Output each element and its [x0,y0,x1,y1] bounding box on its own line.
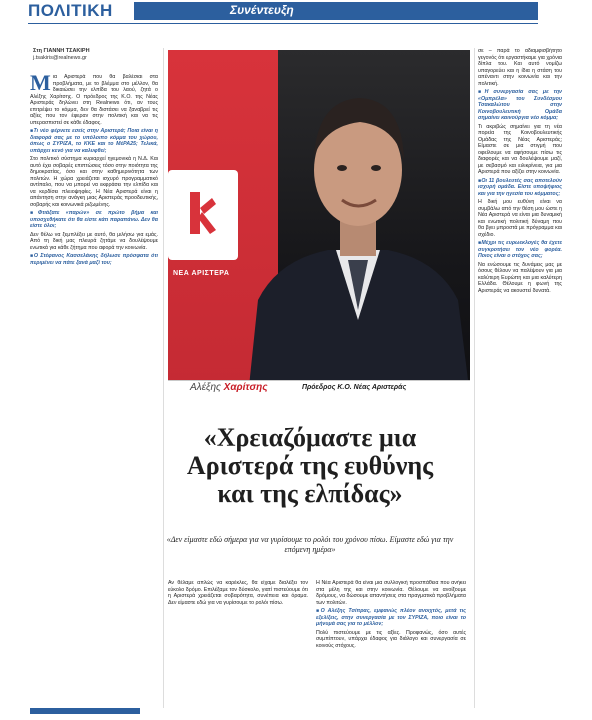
answer-3: σε – παρά το αδιαμφισβήτητο γεγονός ότι εργαστήκαμε για χρόνια δίπλα του. Και αυτό νομίζω υπαγορεύει και η ίδια η στάση του απέναντι στην κοινωνία και την πολιτική. [478,48,562,87]
question-5: ■ Οι 11 βουλευτές σας αποτελούν ισχυρή ομάδα. Είστε υποψήφιος και για την ηγεσία του κόμματος; [478,178,562,198]
headline-line-1: «Χρειαζόμαστε μια [203,423,417,452]
dropcap: Μ [30,74,51,95]
intro-paragraph: Μια Αριστερά που θα βαλέσιαι στα προβλήματα, με το βλέμμα στο μέλλον, θα δικαιώσει την ελπίδα του λαού, ζητά ο Αλέξης Χαρίτσης. Ο πρόεδρος της Κ.Ο. της Νέας Αριστεράς δηλώνει στη Realnews ότι, αν τους επιτρέψει το κόμμα, δεν θα διστάσει να ξαναβρεί τις αξίες που τον έφεραν στην πολιτική και να τις υπερασπιστεί σε κάθε έδαφος. [30,74,158,126]
article-column-right [478,48,562,708]
page-header [0,0,592,24]
answer-5: Η δική μου ευθύνη είναι να συμβάλω από την θέση μου ώστε η Νέα Αριστερά να είναι μια δυναμική και ενωτική πολιτική δύναμη που θα βγει μπροστά με πρόγραμμα και σχέδιο. [478,199,562,238]
byline [33,48,143,62]
section-bar [134,2,538,20]
byline-email: j.tsakiris@realnews.gr [33,55,87,61]
portrait-photo [168,50,470,396]
article-column-bottom-left [168,580,308,708]
portrait-figure [238,60,470,396]
byline-author: Στη ΓΙΑΝΝΗ ΤΣΑΚΙΡΗ [33,48,90,54]
header-rule [28,23,538,24]
answer-4: Τι ακριβώς σημαίνει για τη νέα πορεία της Κοινοβουλευτικής Ομάδας της Νέας Αριστεράς; Είμαστε σε μια στιγμή που οφείλουμε να αφήσουμε πίσω τις διαφορές και να δουλέψουμε μαζί, με σεβασμό και ειλικρίνεια, για μια Αριστερά που αξίζει στην κοινωνία. [478,123,562,175]
headline-line-2: Αριστερά της ευθύνης [186,451,434,480]
question-3: ■ Ο Στέφανος Κασσελάκης δήλωσε πρόσφατα ότι περιμένει να πάτε ξανά μαζί του; [30,253,158,266]
photo-caption-role: Πρόεδρος Κ.Ο. Νέας Αριστεράς [302,384,407,391]
question-6: ■ Μέχρι τις ευρωεκλογές θα έχετε συγκροτήσει τον νέο φορέα. Ποιος είναι ο στόχος σας; [478,240,562,260]
pull-quote: «Δεν είμαστε εδώ σήμερα για να γυρίσουμε το ρολόι του χρόνου πίσω. Είμαστε εδώ για την επόμενη ημέρα» [166,535,454,554]
question-1: ■ Τι νέο φέρνετε εσείς στην Αριστερά; Ποια είναι η διαφορά σας με το υπόλοιπο κόμμα του χώρου, όπως ο ΣΥΡΙΖΑ, το ΚΚΕ και το ΜέΡΑ25; Τελικά, υπάρχει κενό για να καλυφθεί; [30,128,158,154]
photo-caption-name [190,382,268,393]
answer-6: Να ενώσουμε τις δυνάμεις μας με όσους θέλουν να παλέψουν για μια καλύτερη Ευρώπη και μια καλύτερη Ελλάδα. Θέλουμε η φωνή της Αριστεράς να ακουστεί δυνατά. [478,261,562,294]
answer-2: Δεν θέλω να ξεμπλέξει με αυτό, θα μιλήσω για εμάς. Από τη δική μας πλευρά ζητάμε να δουλέψουμε ενωτικά για κάθε ζήτημα που αφορά την κοινωνία. [30,231,158,251]
article-column-left [30,74,158,704]
question-7: ■ Ο Αλέξης Τσίπρας, εμφανώς πλέον ανοιχτός, μετά τις εξελίξεις, στην συνεργασία με τον ΣΥΡΙΖΑ, ποιο είναι το μήνυμά σας για το μέλλον; [316,608,466,628]
answer-7: Πολύ πιστεύουμε με τις αξίες. Προφανώς, όσο αυτές συμπίπτουν, υπάρχει έδαφος για διάλογο και συνεργασία σε κοινούς στόχους. [316,629,466,649]
section-tag: Συνέντευξη [230,3,294,17]
caption-last-name: Χαρίτσης [223,382,268,393]
logo-text: ΝΕΑ ΑΡΙΣΤΕΡΑ [173,270,230,277]
headline-line-3: και της ελπίδας» [217,479,403,508]
column-divider-right [474,48,475,708]
column-divider-left [163,48,164,708]
headline [150,424,470,508]
party-logo-icon [176,190,218,238]
bottom-paragraph-1: Αν θέλαμε απλώς να καρέκλες, θα είχαμε διαλέξει τον εύκολο δρόμο. Επιλέξαμε τον δύσκολο, γιατί πιστεύουμε ότι η Αριστερά χρειάζεται σοβαρότητα, συνέπεια και όραμα. Δεν είμαστε εδώ για να γυρίσουμε το ρολόι πίσω. [168,580,308,606]
question-2: ■ Φτιάξατε «παρών» σε πρώτο βήμα και υποσχεθήκατε ότι θα είστε κάτι παραπάνω. Δεν θα είστε όλοι; [30,210,158,230]
bottom-paragraph-2: Η Νέα Αριστερά θα είναι μια συλλογική προσπάθεια που ανήκει στα μέλη της και στην κοινωνία. Θέλουμε να ανοίξουμε δρόμους, να δώσουμε απαντήσεις στα πραγματικά προβλήματα των πολιτών. [316,580,466,606]
question-4: ■ Η συνεργασία σας με την «Ομπρέλα» του Συνδέσμου Τσακαλώτου στην Κοινοβουλευτική Ομάδα σημαίνει καινούργια νέο κόμμα; [478,89,562,122]
article-column-bottom-right [316,580,466,708]
caption-first-name: Αλέξης [190,382,221,393]
accent-bar [30,708,140,714]
answer-1: Στο πολιτικό σύστημα κυριαρχεί ηγεμονικά η Ν.Δ. Και αυτό έχει σοβαρές επιπτώσεις τόσο στην ποιότητα της δημοκρατίας, όσο και στην καθημερινότητα των πολιτών. Η χώρα χρειάζεται ισχυρό προγραμματικό αντίπαλο, που να μπορεί να εκφράσει την ελπίδα και να κερδίσει πλειοψηφίες. Η Νέα Αριστερά είναι η απάντηση στην ανάγκη μιας Αριστεράς προοδευτικής, σοβαρής και κοινωνικά ριζωμένης. [30,156,158,208]
section-title: ΠΟΛΙΤΙΚΗ [28,1,113,20]
